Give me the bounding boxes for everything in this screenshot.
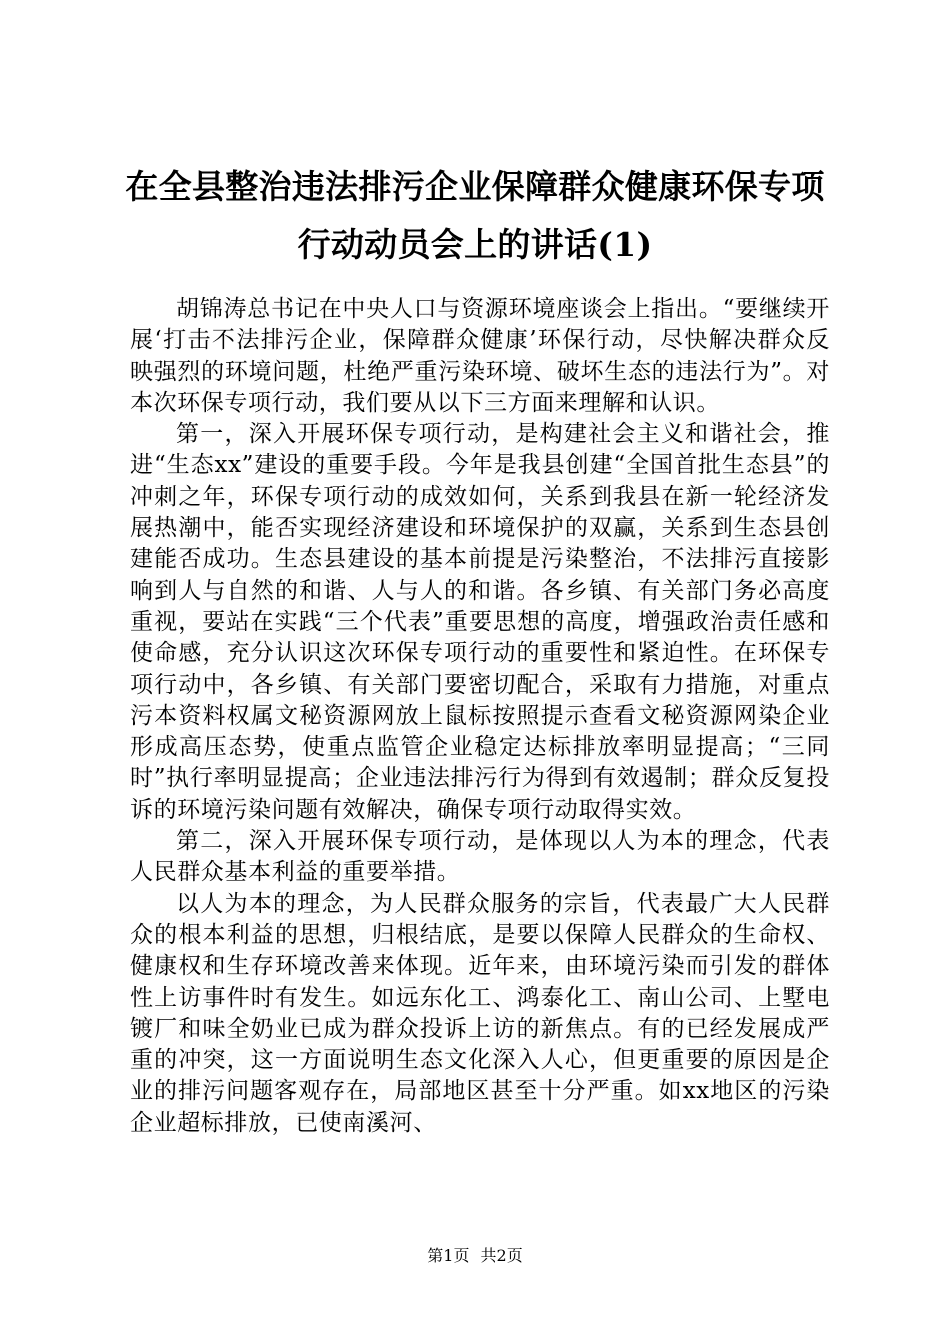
page-number: 第1页	[427, 1246, 470, 1265]
paragraph: 第二，深入开展环保专项行动，是体现以人为本的理念，代表人民群众基本利益的重要举措。	[130, 828, 830, 886]
paragraph: 胡锦涛总书记在中央人口与资源环境座谈会上指出。“要继续开展‘打击不法排污企业，保障群众健康’环保行动，尽快解决群众反映强烈的环境问题，杜绝严重污染环境、破坏生态的违法行为”。对本次环保专项行动，我们要从以下三方面来理解和认识。	[130, 296, 830, 416]
document-title: 在全县整治违法排污企业保障群众健康环保专项行动动员会上的讲话(1)	[125, 167, 825, 264]
document-body	[130, 294, 830, 1139]
page-total: 共2页	[480, 1246, 523, 1265]
page-footer	[0, 1246, 950, 1266]
paragraph: 以人为本的理念，为人民群众服务的宗旨，代表最广大人民群众的根本利益的思想，归根结底，是要以保障人民群众的生命权、健康权和生存环境改善来体现。近年来，由环境污染而引发的群体性上访事件时有发生。如远东化工、鸿泰化工、南山公司、上墅电镀厂和味全奶业已成为群众投诉上访的新焦点。有的已经发展成严重的冲突，这一方面说明生态文化深入人心，但更重要的原因是企业的排污问题客观存在，局部地区甚至十分严重。如xx地区的污染企业超标排放，已使南溪河、	[130, 890, 830, 1136]
paragraph: 第一，深入开展环保专项行动，是构建社会主义和谐社会，推进“生态xx”建设的重要手段。今年是我县创建“全国首批生态县”的冲刺之年，环保专项行动的成效如何，关系到我县在新一轮经济发展热潮中，能否实现经济建设和环境保护的双赢，关系到生态县创建能否成功。生态县建设的基本前提是污染整治，不法排污直接影响到人与自然的和谐、人与人的和谐。各乡镇、有关部门务必高度重视，要站在实践“三个代表”重要思想的高度，增强政治责任感和使命感，充分认识这次环保专项行动的重要性和紧迫性。在环保专项行动中，各乡镇、有关部门要密切配合，采取有力措施，对重点污本资料权属文秘资源网放上鼠标按照提示查看文秘资源网染企业形成高压态势，使重点监管企业稳定达标排放率明显提高；“三同时”执行率明显提高；企业违法排污行为得到有效遏制；群众反复投诉的环境污染问题有效解决，确保专项行动取得实效。	[130, 421, 830, 823]
